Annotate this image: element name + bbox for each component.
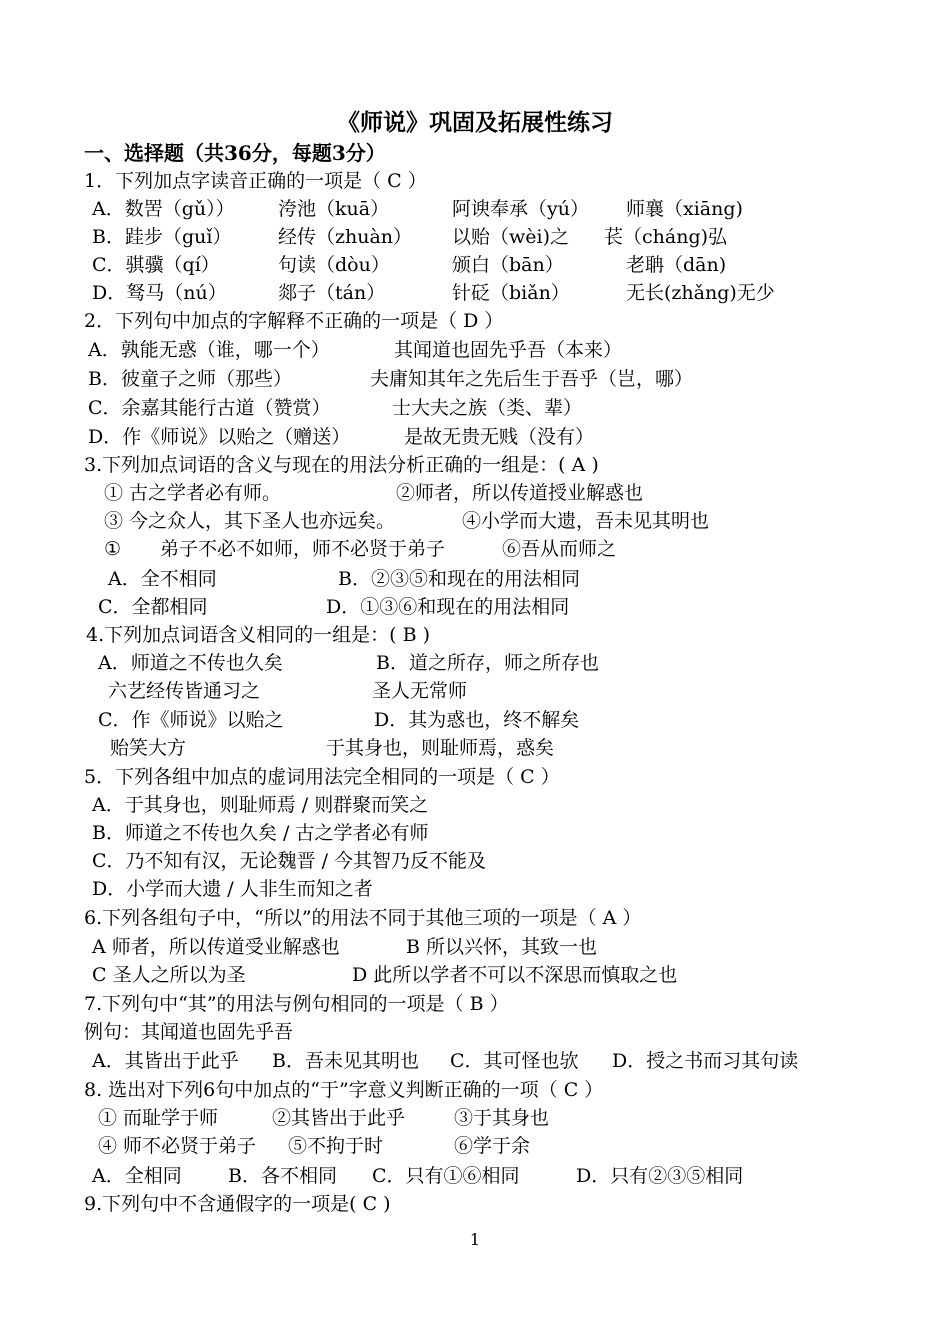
q3-options-ab: A．全不相同 B．②③⑤和现在的用法相同 [108,568,580,590]
section-heading: 一、选择题（共36分，每题3分） [84,141,386,165]
q5-option-d: D．小学而大遗 / 人非生而知之者 [92,878,373,900]
q3-options-cd: C．全都相同 D．①③⑥和现在的用法相同 [98,596,570,618]
q5-option-c: C．乃不知有汉，无论魏晋 / 今其智乃反不能及 [92,850,487,872]
q2-option-a: A．孰能无惑（谁，哪一个） 其闻道也固先乎吾（本来） [88,339,623,361]
q1-stem: 1．下列加点字读音正确的一项是（ C ） [84,170,427,192]
q2-stem: 2．下列句中加点的字解释不正确的一项是（ D ） [84,310,504,332]
q1-option-b: B．跬步（guǐ） 经传（zhuàn） 以贻（wèi)之 苌（cháng)弘 [92,226,728,248]
q9-stem: 9.下列句中不含通假字的一项是( C ) [84,1193,391,1215]
q7-options: A．其皆出于此乎 B．吾未见其明也 C．其可怪也欤 D．授之书而习其句读 [92,1050,799,1072]
document-title: 《师说》巩固及拓展性练习 [337,109,613,136]
q3-row-2: ③ 今之众人，其下圣人也亦远矣。 ④小学而大遗，吾未见其明也 [104,510,710,532]
q6-stem: 6.下列各组句子中，“所以”的用法不同于其他三项的一项是（ A ） [84,907,642,929]
q1-option-d: D．驽马（nú） 郯子（tán） 针砭（biǎn） 无长(zhǎng)无少 [92,282,775,304]
q8-stem: 8. 选出对下列6句中加点的“于”字意义判断正确的一项（ C ） [84,1079,604,1101]
q2-option-b: B．彼童子之师（那些） 夫庸知其年之先后生于吾乎（岂，哪） [88,368,694,390]
page-number: 1 [469,1230,481,1249]
q6-row-1: A 师者，所以传道受业解惑也 B 所以兴怀，其致一也 [92,936,598,958]
q4-row-2: 六艺经传皆通习之 圣人无常师 [108,680,468,702]
q3-row-1: ① 古之学者必有师。 ②师者，所以传道授业解惑也 [104,482,644,504]
q3-row-3: ① 弟子不必不如师，师不必贤于弟子 ⑥吾从而师之 [104,538,617,560]
q1-option-a: A．数罟（gǔ）） 洿池（kuā） 阿谀奉承（yú） 师襄（xiāng) [92,198,743,220]
q5-option-b: B．师道之不传也久矣 / 古之学者必有师 [92,822,429,844]
q7-stem: 7.下列句中“其”的用法与例句相同的一项是（ B ） [84,993,509,1015]
q7-example: 例句：其闻道也固先乎吾 [84,1021,294,1043]
q2-option-d: D．作《师说》以贻之（赠送） 是故无贵无贱（没有） [88,426,595,448]
q4-stem: 4.下列加点词语含义相同的一组是：( B ) [86,624,430,646]
q4-row-1: A．师道之不传也久矣 B．道之所存，师之所存也 [98,652,599,674]
q3-stem: 3.下列加点词语的含义与现在的用法分析正确的一组是：( A ) [84,454,599,476]
q8-row-1: ① 而耻学于师 ②其皆出于此乎 ③于其身也 [98,1107,550,1129]
q2-option-c: C．余嘉其能行古道（赞赏） 士大夫之族（类、辈） [88,397,583,419]
q5-option-a: A．于其身也，则耻师焉 / 则群聚而笑之 [92,794,429,816]
q4-row-3: C．作《师说》以贻之 D．其为惑也，终不解矣 [98,709,580,731]
q6-row-2: C 圣人之所以为圣 D 此所以学者不可以不深思而慎取之也 [92,964,678,986]
q8-options: A．全相同 B．各不相同 C．只有①⑥相同 D．只有②③⑤相同 [92,1165,744,1187]
q1-option-c: C．骐骥（qí） 句读（dòu） 颁白（bān） 老聃（dān) [92,254,727,276]
q8-row-2: ④ 师不必贤于弟子 ⑤不拘于时 ⑥学于余 [98,1135,531,1157]
q4-row-4: 贻笑大方 于其身也，则耻师焉，惑矣 [110,737,555,759]
q5-stem: 5．下列各组中加点的虚词用法完全相同的一项是（ C ） [84,766,560,788]
